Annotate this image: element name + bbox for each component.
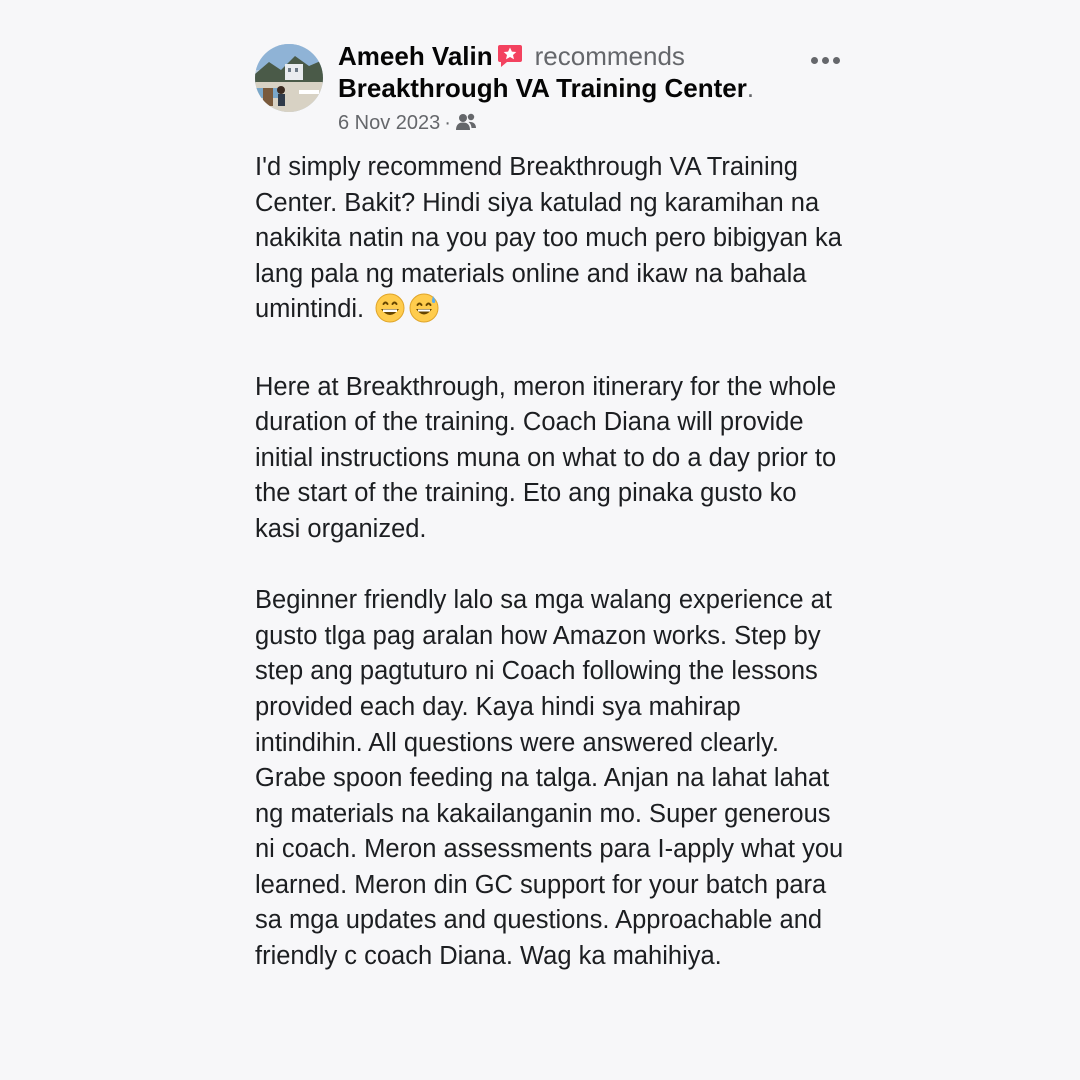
- recommended-page-link[interactable]: Breakthrough VA Training Center: [338, 73, 747, 103]
- post-header-text: [338, 40, 808, 136]
- recommended-page-line: [338, 72, 808, 104]
- recommend-star-icon: [497, 42, 523, 75]
- recommends-verb: recommends: [534, 41, 685, 71]
- post-header: [255, 40, 845, 140]
- post-paragraph: Beginner friendly lalo sa mga walang experience at gusto tlga pag aralan how Amazon works. Step by step ang pagtuturo ni Coach following the lessons provided each day. Kaya hindi sya mahirap intindihin. All questions were answered clearly. Grabe spoon feeding na talga. Anjan na lahat lahat ng materials na kakailanganin mo. Super generous ni coach. Meron assessments para I-apply what you learned. Meron din GC support for your batch para sa mga updates and questions. Approachable and friendly c coach Diana. Wag ka mahihiya.: [255, 586, 844, 971]
- post-date[interactable]: 6 Nov 2023: [338, 112, 441, 134]
- post-paragraph-text: I'd simply recommend Breakthrough VA Training Center. Bakit? Hindi siya katulad ng karamihan na nakikita natin na you pay too much pero bibigyan ka lang pala ng materials online and ikaw na bahala umintindi.: [255, 153, 842, 324]
- more-options-icon[interactable]: [805, 52, 845, 72]
- sweat-smile-emoji-icon: [409, 293, 439, 334]
- post-paragraph: Here at Breakthrough, meron itinerary for the whole duration of the training. Coach Diana will provide initial instructions muna on what to do a day prior to the start of the training. Eto ang pinaka gusto ko kasi organized.: [255, 372, 837, 543]
- post-body: [255, 150, 845, 975]
- author-avatar[interactable]: [255, 44, 323, 112]
- author-name[interactable]: Ameeh Valin: [338, 41, 493, 71]
- author-line: [338, 40, 808, 72]
- meta-separator: ·: [444, 112, 451, 134]
- post-meta: [338, 110, 808, 136]
- page-name-period: .: [746, 73, 755, 103]
- friends-icon[interactable]: [455, 112, 477, 134]
- post-paragraph: [255, 150, 845, 334]
- avatar-photo-icon: [255, 44, 323, 112]
- grinning-emoji-icon: [375, 293, 405, 334]
- recommendation-post: [255, 40, 845, 975]
